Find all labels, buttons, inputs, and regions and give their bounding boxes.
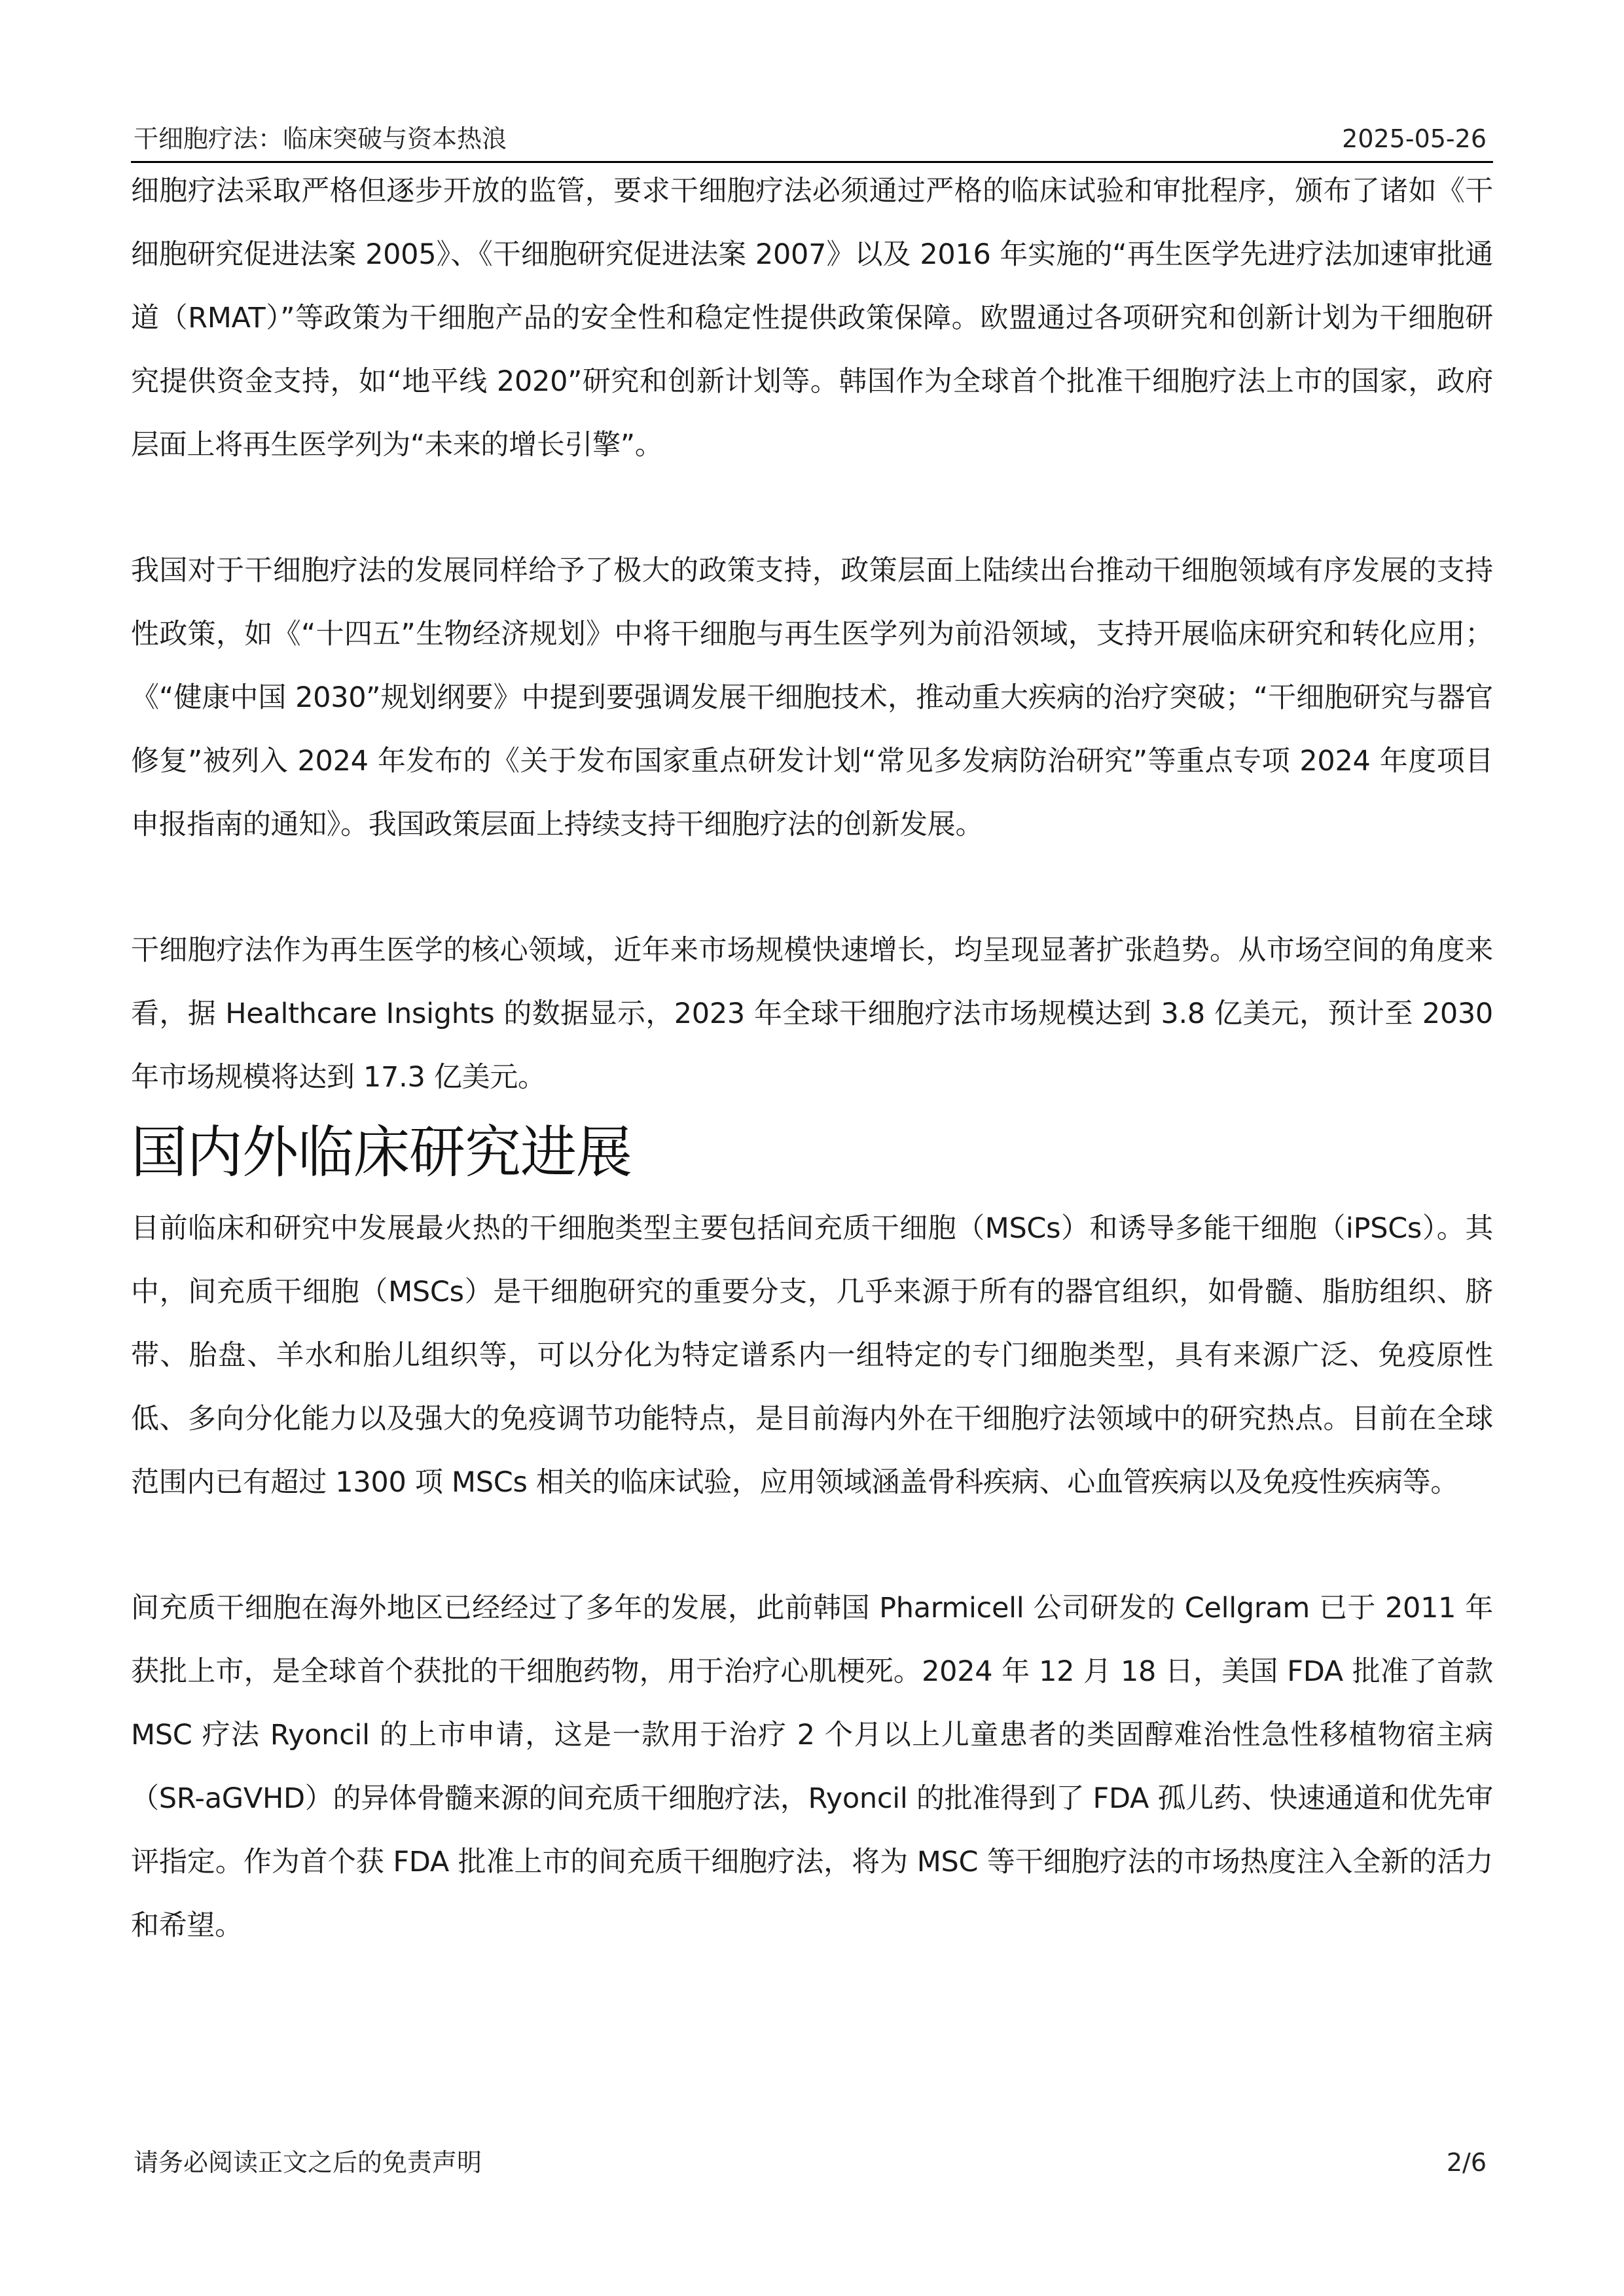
paragraph-spacer [131,1515,1493,1577]
header-title: 干细胞疗法：临床突破与资本热浪 [134,124,507,153]
header-date: 2025-05-26 [1342,124,1487,153]
page-header [131,120,1493,157]
section-paragraph-2: 间充质干细胞在海外地区已经经过了多年的发展，此前韩国 Pharmicell 公司研发的 Cellgram 已于 2011 年获批上市，是全球首个获批的干细胞药物，用于治疗心肌梗死。2024 年 12 月 18 日，美国 FDA 批准了首款 MSC 疗法 Ryoncil 的上市申请，这是一款用于治疗 2 个月以上儿童患者的类固醇难治性急性移植物宿主病（SR-aGVHD）的异体骨髓来源的间充质干细胞疗法，Ryoncil 的批准得到了 FDA 孤儿药、快速通道和优先审评指定。作为首个获 FDA 批准上市的间充质干细胞疗法，将为 MSC 等干细胞疗法的市场热度注入全新的活力和希望。 [131,1592,1493,1942]
main-content [131,160,1493,1958]
body-paragraph-2: 我国对于干细胞疗法的发展同样给予了极大的政策支持，政策层面上陆续出台推动干细胞领域有序发展的支持性政策，如《“十四五”生物经济规划》中将干细胞与再生医学列为前沿领域，支持开展临床研究和转化应用；《“健康中国 2030”规划纲要》中提到要强调发展干细胞技术，推动重大疾病的治疗突破；“干细胞研究与器官修复”被列入 2024 年发布的《关于发布国家重点研发计划“常见多发病防治研究”等重点专项 2024 年度项目申报指南的通知》。我国政策层面上持续支持干细胞疗法的创新发展。 [131,554,1493,841]
body-paragraph-3: 干细胞疗法作为再生医学的核心领域，近年来市场规模快速增长，均呈现显著扩张趋势。从市场空间的角度来看，据 Healthcare Insights 的数据显示，2023 年全球干细胞疗法市场规模达到 3.8 亿美元，预计至 2030 年市场规模将达到 17.3 亿美元。 [131,934,1493,1094]
page-footer [131,2144,1493,2181]
section-heading: 国内外临床研究进展 [131,1120,632,1185]
section-paragraph-1: 目前临床和研究中发展最火热的干细胞类型主要包括间充质干细胞（MSCs）和诱导多能干细胞（iPSCs）。其中，间充质干细胞（MSCs）是干细胞研究的重要分支，几乎来源于所有的器官组织，如骨髓、脂肪组织、脐带、胎盘、羊水和胎儿组织等，可以分化为特定谱系内一组特定的专门细胞类型，具有来源广泛、免疫原性低、多向分化能力以及强大的免疫调节功能特点，是目前海内外在干细胞疗法领域中的研究热点。目前在全球范围内已有超过 1300 项 MSCs 相关的临床试验，应用领域涵盖骨科疾病、心血管疾病以及免疫性疾病等。 [131,1212,1493,1499]
paragraph-spacer [131,857,1493,919]
body-paragraph-1: 细胞疗法采取严格但逐步开放的监管，要求干细胞疗法必须通过严格的临床试验和审批程序，颁布了诸如《干细胞研究促进法案 2005》、《干细胞研究促进法案 2007》以及 2016 年实施的“再生医学先进疗法加速审批通道（RMAT）”等政策为干细胞产品的安全性和稳定性提供政策保障。欧盟通过各项研究和创新计划为干细胞研究提供资金支持，如“地平线 2020”研究和创新计划等。韩国作为全球首个批准干细胞疗法上市的国家，政府层面上将再生医学列为“未来的增长引擎”。 [131,175,1493,461]
footer-disclaimer: 请务必阅读正文之后的免责声明 [134,2148,482,2177]
paragraph-spacer [131,477,1493,539]
page-number: 2/6 [1446,2148,1487,2177]
